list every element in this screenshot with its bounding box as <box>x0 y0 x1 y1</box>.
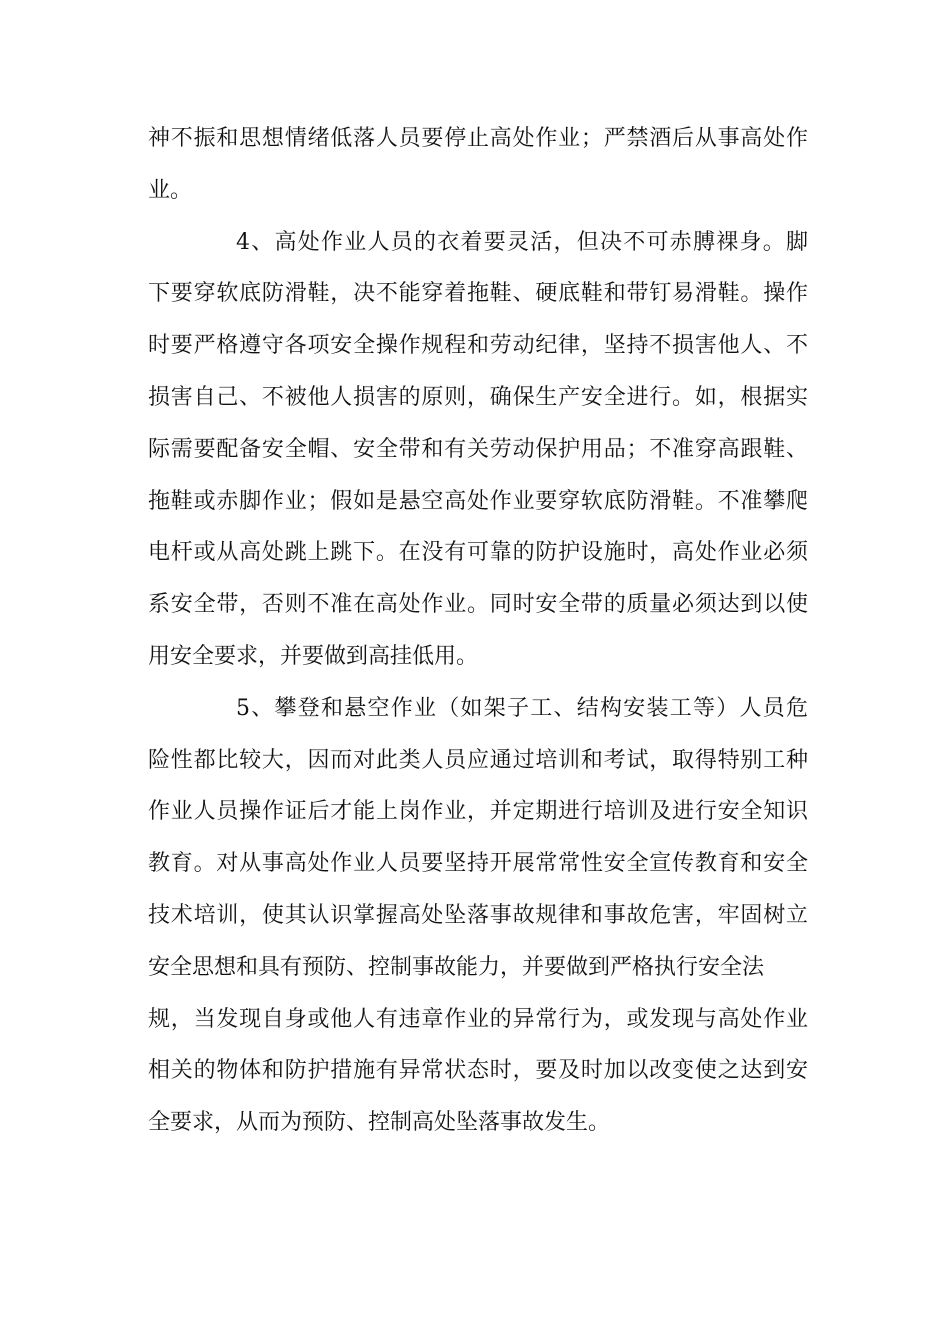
text-line-11: 用安全要求，并要做到高挂低用。 <box>148 643 479 669</box>
text-line-4: 下要穿软底防滑鞋，决不能穿着拖鞋、硬底鞋和带钉易滑鞋。操作 <box>148 281 808 307</box>
text-line-5: 时要严格遵守各项安全操作规程和劳动纪律，坚持不损害他人、不 <box>148 333 808 359</box>
text-line-2: 业。 <box>148 177 193 203</box>
document-body <box>148 113 808 1149</box>
text-line-12: 5、攀登和悬空作业（如架子工、结构安装工等）人员危 <box>236 695 808 721</box>
text-line-6: 损害自己、不被他人损害的原则，确保生产安全进行。如，根据实 <box>148 384 808 410</box>
text-line-13: 险性都比较大，因而对此类人员应通过培训和考试，取得特别工种 <box>148 747 808 773</box>
text-line-15: 教育。对从事高处作业人员要坚持开展常常性安全宣传教育和安全 <box>148 851 808 877</box>
text-line-8: 拖鞋或赤脚作业；假如是悬空高处作业要穿软底防滑鞋。不准攀爬 <box>148 488 808 514</box>
text-line-9: 电杆或从高处跳上跳下。在没有可靠的防护设施时，高处作业必须 <box>148 540 808 566</box>
text-line-19: 相关的物体和防护措施有异常状态时，要及时加以改变使之达到安 <box>148 1058 808 1084</box>
text-line-16: 技术培训，使其认识掌握高处坠落事故规律和事故危害，牢固树立 <box>148 902 808 928</box>
text-line-1: 神不振和思想情绪低落人员要停止高处作业；严禁酒后从事高处作 <box>148 126 808 151</box>
text-line-18: 规，当发现自身或他人有违章作业的异常行为，或发现与高处作业 <box>148 1006 808 1032</box>
text-line-3: 4、高处作业人员的衣着要灵活，但决不可赤膊裸身。脚 <box>236 229 808 255</box>
text-line-14: 作业人员操作证后才能上岗作业，并定期进行培训及进行安全知识 <box>148 799 808 825</box>
text-line-17: 安全思想和具有预防、控制事故能力，并要做到严格执行安全法 <box>148 954 765 980</box>
text-line-7: 际需要配备安全帽、安全带和有关劳动保护用品；不准穿高跟鞋、 <box>148 436 808 462</box>
text-line-10: 系安全带，否则不准在高处作业。同时安全带的质量必须达到以使 <box>148 592 808 618</box>
text-line-20: 全要求，从而为预防、控制高处坠落事故发生。 <box>148 1110 611 1136</box>
